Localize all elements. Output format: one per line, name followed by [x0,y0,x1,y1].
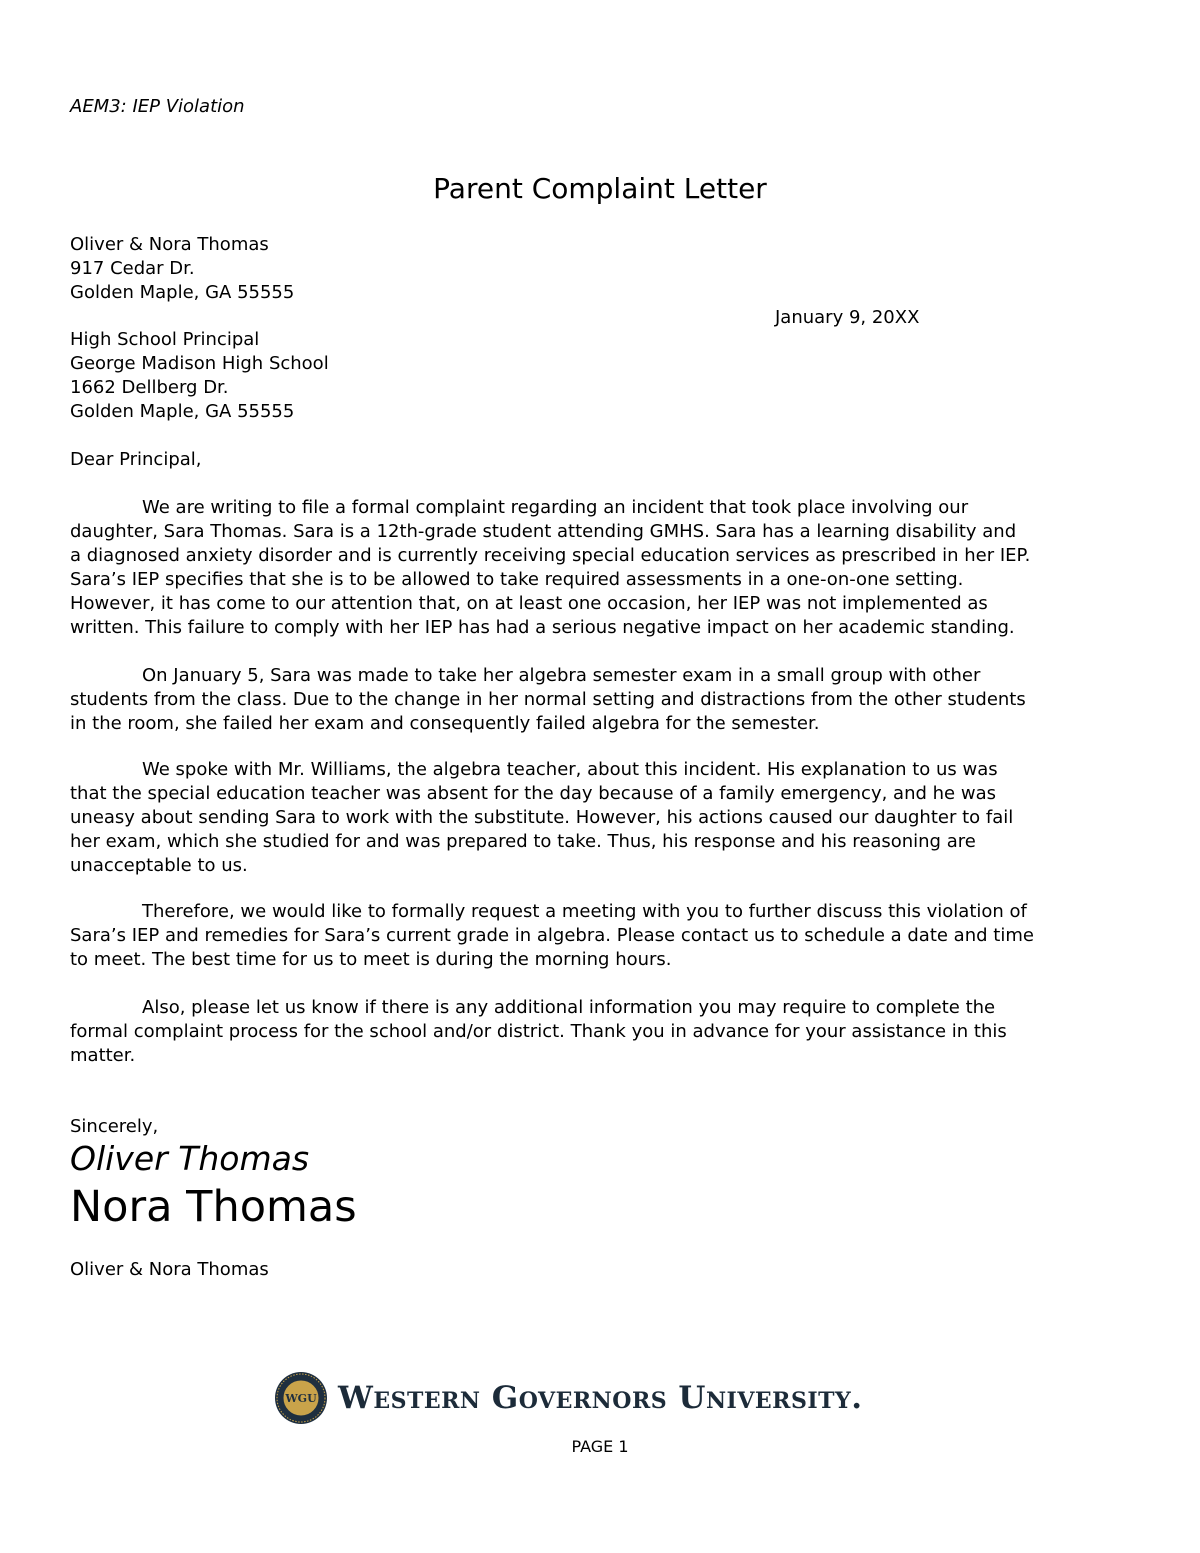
paragraph-line: daughter, Sara Thomas. Sara is a 12th-grade student attending GMHS. Sara has a learning disability and [70,521,1017,542]
paragraph-line: in the room, she failed her exam and consequently failed algebra for the semester. [70,713,820,734]
recipient-address-line: High School Principal [70,329,260,350]
page-number: PAGE 1 [571,1437,629,1456]
paragraph-line: Sara’s IEP and remedies for Sara’s current grade in algebra. Please contact us to schedule a date and time [70,925,1034,946]
body-paragraph-2 [70,664,1130,736]
university-seal-icon [274,1371,328,1425]
paragraph-line: Also, please let us know if there is any additional information you may require to complete the [142,997,996,1018]
page-title: Parent Complaint Letter [433,172,767,205]
body-paragraph-4 [70,900,1130,972]
sender-address-line: Golden Maple, GA 55555 [70,282,295,303]
paragraph-line: students from the class. Due to the change in her normal setting and distractions from the other students [70,689,1026,710]
recipient-address-line: George Madison High School [70,353,329,374]
paragraph-line: written. This failure to comply with her IEP has had a serious negative impact on her academic standing. [70,617,1015,638]
paragraph-line: unacceptable to us. [70,855,248,876]
paragraph-line: However, it has come to our attention that, on at least one occasion, her IEP was not implemented as [70,593,988,614]
salutation: Dear Principal, [70,449,202,470]
letter-date: January 9, 20XX [775,307,920,328]
paragraph-line: uneasy about sending Sara to work with the substitute. However, his actions caused our daughter to fail [70,807,1014,828]
signature-oliver: Oliver Thomas [70,1139,310,1178]
body-paragraph-1 [70,496,1130,640]
sender-address-line: Oliver & Nora Thomas [70,234,269,255]
seal-monogram: WGU [285,1392,317,1405]
closing: Sincerely, [70,1116,159,1137]
recipient-address-line: 1662 Dellberg Dr. [70,377,229,398]
signature-nora: Nora Thomas [70,1182,357,1232]
sender-address [70,233,294,305]
paragraph-line: her exam, which she studied for and was prepared to take. Thus, his response and his reasoning are [70,831,976,852]
paragraph-line: We are writing to file a formal complaint regarding an incident that took place involving our [142,497,969,518]
paragraph-line: Therefore, we would like to formally request a meeting with you to further discuss this violation of [142,901,1027,922]
recipient-address-line: Golden Maple, GA 55555 [70,401,295,422]
body-paragraph-3 [70,758,1130,878]
paragraph-line: On January 5, Sara was made to take her algebra semester exam in a small group with other [142,665,981,686]
university-name: Western Governors University. [338,1380,863,1416]
paragraph-line: matter. [70,1045,136,1066]
sender-address-line: 917 Cedar Dr. [70,258,195,279]
paragraph-line: Sara’s IEP specifies that she is to be allowed to take required assessments in a one-on-one setting. [70,569,964,590]
recipient-address [70,328,329,424]
paragraph-line: to meet. The best time for us to meet is during the morning hours. [70,949,672,970]
header-label: AEM3: IEP Violation [70,96,245,117]
paragraph-line: formal complaint process for the school and/or district. Thank you in advance for your assistance in this [70,1021,1007,1042]
paragraph-line: a diagnosed anxiety disorder and is currently receiving special education services as prescribed in her IEP. [70,545,1031,566]
printed-names: Oliver & Nora Thomas [70,1259,269,1280]
paragraph-line: We spoke with Mr. Williams, the algebra teacher, about this incident. His explanation to us was [142,759,998,780]
university-logo [274,1370,863,1426]
body-paragraph-5 [70,996,1130,1068]
paragraph-line: that the special education teacher was absent for the day because of a family emergency, and he was [70,783,996,804]
